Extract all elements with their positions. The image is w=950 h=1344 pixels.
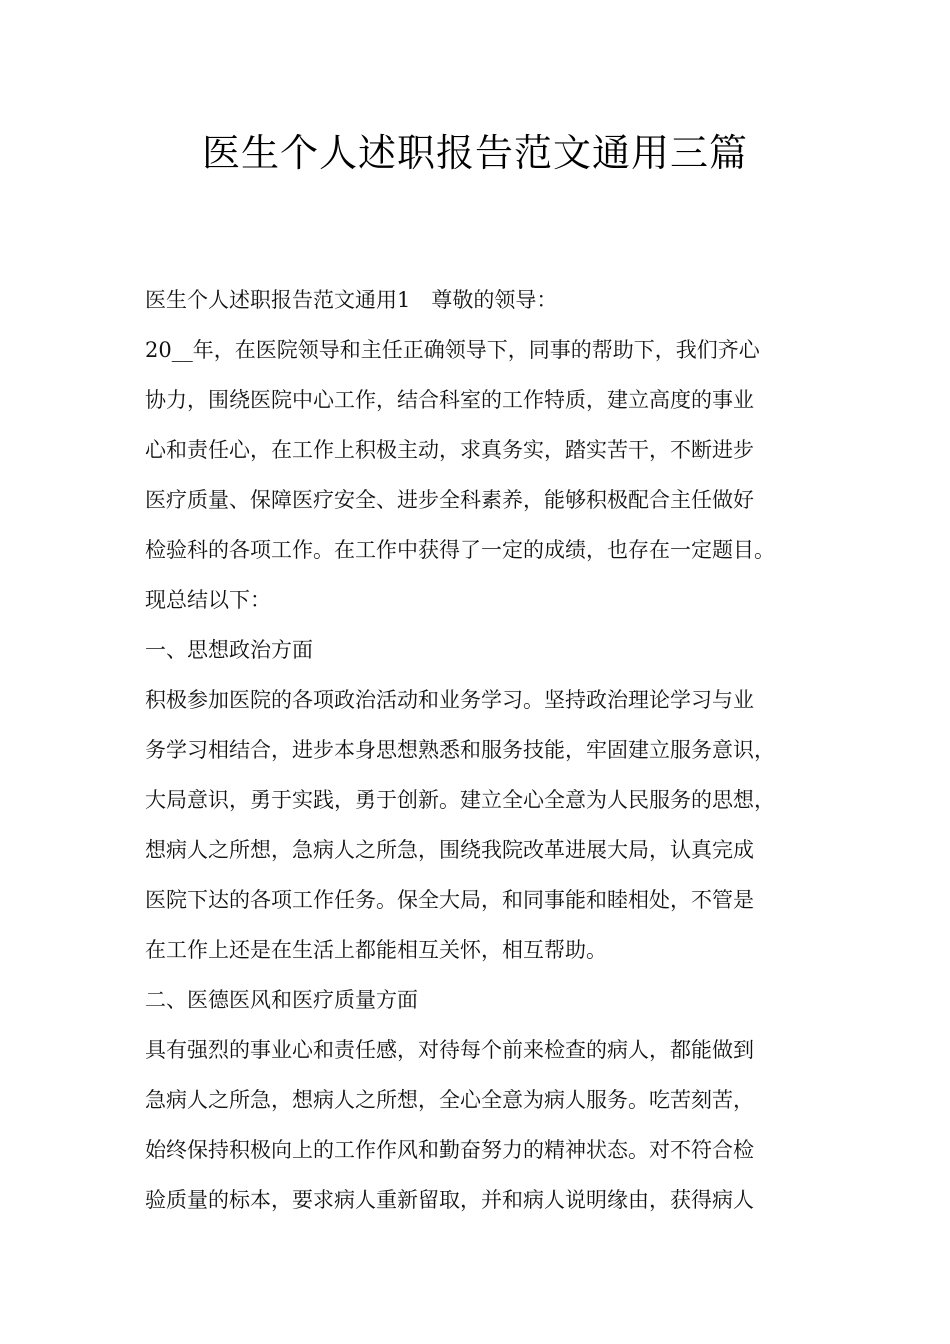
body-line: 大局意识，勇于实践，勇于创新。建立全心全意为人民服务的思想， <box>145 788 775 812</box>
section-heading: 一、思想政治方面 <box>145 638 313 662</box>
body-line: 检验科的各项工作。在工作中获得了一定的成绩，也存在一定题目。 <box>145 538 775 562</box>
section-heading: 二、医德医风和医疗质量方面 <box>145 988 418 1012</box>
body-line: 20__年，在医院领导和主任正确领导下，同事的帮助下，我们齐心 <box>145 338 760 362</box>
body-line: 心和责任心，在工作上积极主动，求真务实，踏实苦干，不断进步 <box>145 438 754 462</box>
body-line: 急病人之所急，想病人之所想，全心全意为病人服务。吃苦刻苦， <box>145 1088 754 1112</box>
body-line: 医疗质量、保障医疗安全、进步全科素养，能够积极配合主任做好 <box>145 488 754 512</box>
body-line: 验质量的标本，要求病人重新留取，并和病人说明缘由，获得病人 <box>145 1188 754 1212</box>
body-line: 务学习相结合，进步本身思想熟悉和服务技能，牢固建立服务意识， <box>145 738 775 762</box>
body-line: 医生个人述职报告范文通用1 尊敬的领导： <box>145 288 558 312</box>
body-line: 积极参加医院的各项政治活动和业务学习。坚持政治理论学习与业 <box>145 688 754 712</box>
body-line: 医院下达的各项工作任务。保全大局，和同事能和睦相处，不管是 <box>145 888 754 912</box>
body-line: 具有强烈的事业心和责任感，对待每个前来检查的病人，都能做到 <box>145 1038 754 1062</box>
body-line: 在工作上还是在生活上都能相互关怀，相互帮助。 <box>145 938 607 962</box>
body-line: 现总结以下： <box>145 588 271 612</box>
body-line: 协力，围绕医院中心工作，结合科室的工作特质，建立高度的事业 <box>145 388 754 412</box>
body-line: 想病人之所想，急病人之所急，围绕我院改革进展大局，认真完成 <box>145 838 754 862</box>
document-title: 医生个人述职报告范文通用三篇 <box>201 131 748 175</box>
body-line: 始终保持积极向上的工作作风和勤奋努力的精神状态。对不符合检 <box>145 1138 754 1162</box>
